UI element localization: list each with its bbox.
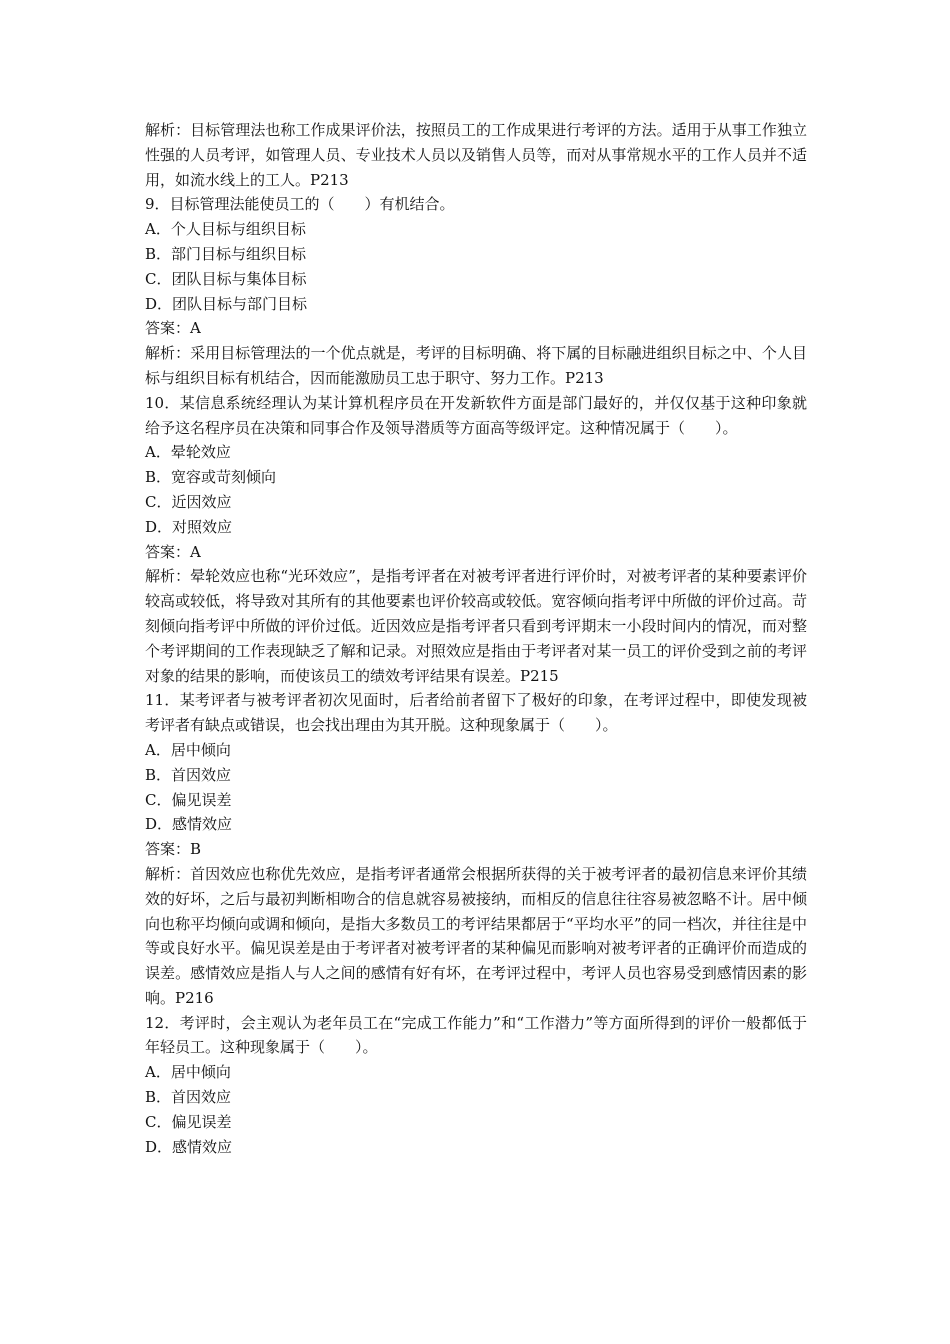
question-text: 9．目标管理法能使员工的（ ）有机结合。 [145, 195, 455, 214]
analysis-text: 解析：晕轮效应也称“光环效应”，是指考评者在对被考评者进行评价时，对被考评者的某种要素评价较高或较低，将导致对其所有的其他要素也评价较高或较低。宽容倾向指考评中所做的评价过高。苛刻倾向指考评中所做的评价过低。近因效应是指考评者只看到考评期末一小段时间内的情况，而对整个考评期间的工作表现缺乏了解和记录。对照效应是指由于考评者对某一员工的评价受到之前的考评对象的结果的影响，而使该员工的绩效考评结果有误差。P215 [145, 567, 807, 685]
option-a: A．晕轮效应 [145, 443, 231, 462]
question-text: 11．某考评者与被考评者初次见面时，后者给前者留下了极好的印象，在考评过程中，即使发现被考评者有缺点或错误，也会找出理由为其开脱。这种现象属于（ ）。 [145, 691, 807, 735]
option-a: A．居中倾向 [145, 740, 231, 759]
analysis-text: 解析：首因效应也称优先效应，是指考评者通常会根据所获得的关于被考评者的最初信息来评价其绩效的好坏，之后与最初判断相吻合的信息就容易被接纳，而相反的信息往往容易被忽略不计。居中倾向也称平均倾向或调和倾向，是指大多数员工的考评结果都居于“平均水平”的同一档次，并往往是中等或良好水平。偏见误差是由于考评者对被考评者的某种偏见而影响对被考评者的正确评价而造成的误差。感情效应是指人与人之间的感情有好有坏，在考评过程中，考评人员也容易受到感情因素的影响。P216 [145, 864, 807, 1007]
option-b: B．首因效应 [145, 1088, 232, 1107]
analysis-text: 解析：采用目标管理法的一个优点就是，考评的目标明确、将下属的目标融进组织目标之中、个人目标与组织目标有机结合，因而能激励员工忠于职守、努力工作。P213 [145, 344, 807, 387]
document-page [145, 118, 807, 1159]
question-text: 12．考评时，会主观认为老年员工在“完成工作能力”和“工作潜力”等方面所得到的评价一般都低于年轻员工。这种现象属于（ ）。 [145, 1013, 807, 1057]
option-d: D．感情效应 [145, 1137, 233, 1156]
analysis-text: 解析：目标管理法也称工作成果评价法，按照员工的工作成果进行考评的方法。适用于从事工作独立性强的人员考评，如管理人员、专业技术人员以及销售人员等，而对从事常规水平的工作人员并不适用，如流水线上的工人。P213 [145, 121, 807, 189]
option-b: B．宽容或苛刻倾向 [145, 468, 277, 487]
option-d: D．感情效应 [145, 815, 233, 834]
question-text: 10．某信息系统经理认为某计算机程序员在开发新软件方面是部门最好的，并仅仅基于这种印象就给予这名程序员在决策和同事合作及领导潜质等方面高等级评定。这种情况属于（ ）。 [145, 393, 807, 437]
answer-text: 答案：A [145, 319, 201, 338]
answer-text: 答案：A [145, 542, 201, 561]
option-c: C．近因效应 [145, 492, 232, 511]
option-c: C．团队目标与集体目标 [145, 269, 307, 288]
option-c: C．偏见误差 [145, 1112, 232, 1131]
answer-text: 答案：B [145, 840, 202, 859]
option-b: B．首因效应 [145, 765, 232, 784]
option-b: B．部门目标与组织目标 [145, 244, 307, 263]
option-a: A．居中倾向 [145, 1063, 231, 1082]
option-d: D．团队目标与部门目标 [145, 294, 308, 313]
option-a: A．个人目标与组织目标 [145, 220, 306, 239]
option-c: C．偏见误差 [145, 790, 232, 809]
option-d: D．对照效应 [145, 517, 233, 536]
